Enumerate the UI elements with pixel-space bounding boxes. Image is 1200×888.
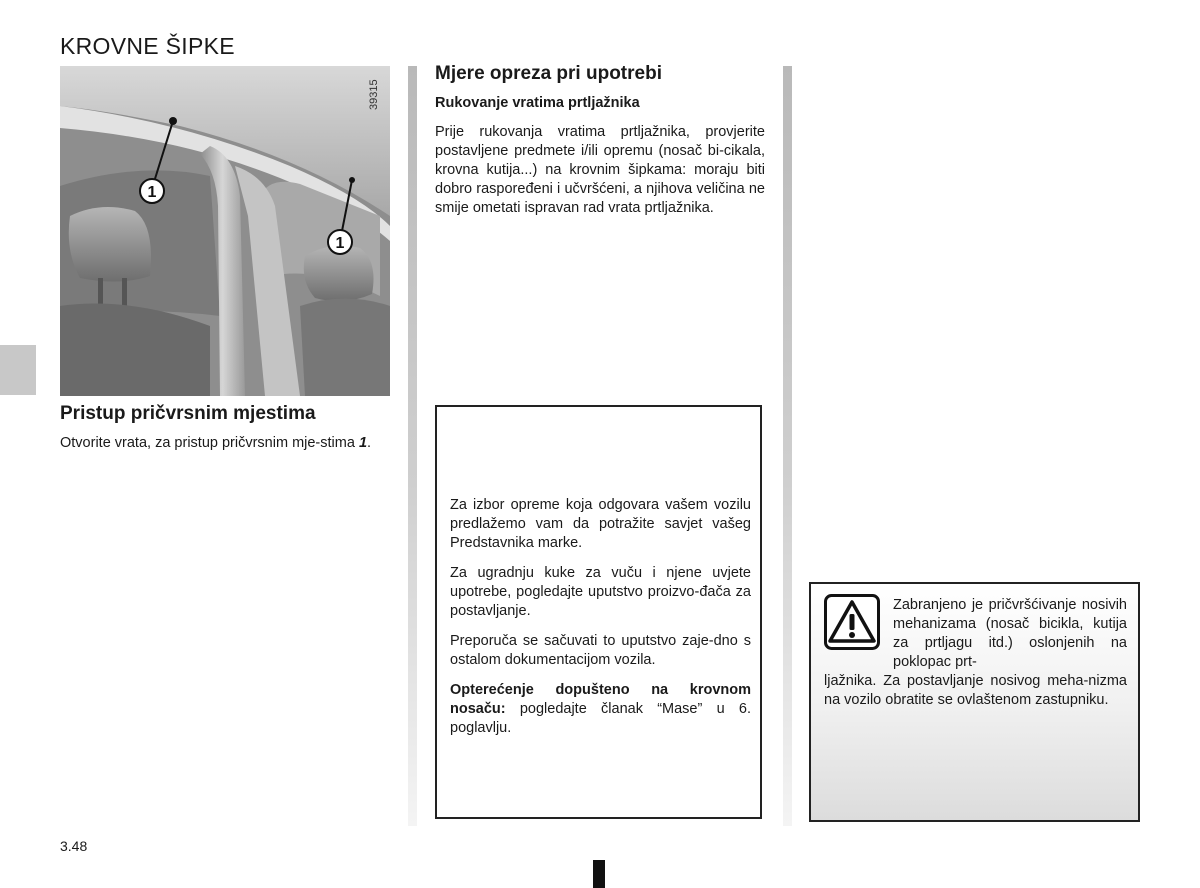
info-paragraph-1: Za izbor opreme koja odgovara vašem vozilu predlažemo vam da potražite savjet vašeg Predstavnika marke. (450, 497, 751, 551)
chapter-side-tab (0, 345, 36, 395)
column-divider-right (783, 66, 792, 826)
info-box (435, 405, 762, 819)
info-paragraph-4 (450, 681, 751, 738)
callout-label-2: 1 (335, 235, 345, 252)
pristup-paragraph (60, 434, 390, 453)
rukovanje-paragraph: Prije rukovanja vratima prtljažnika, provjerite postavljene predmete i/ili opremu (nosač bi-cikala, krovna kutija...) na krovnim šipkama: moraju biti dobro raspoređeni i učvršćeni, a njihova veličina ne smije ometati ispravan rad vrata prtljažnika. (435, 124, 765, 216)
info-paragraph-2: Za ugradnju kuke za vuču i njene uvjete upotrebe, pogledajte uputstvo proizvo-đača za postavljanje. (450, 565, 751, 619)
pristup-text: Otvorite vrata, za pristup pričvrsnim mje-stima (60, 435, 359, 451)
page-number: 3.48 (60, 838, 88, 854)
section-heading-pristup: Pristup pričvrsnim mjestima (60, 403, 316, 424)
headrest-post-1 (98, 278, 103, 308)
figure-code: 39315 (368, 79, 380, 110)
info-load-text: pogledajte članak “Mase” u 6. poglavlju. (450, 701, 751, 736)
headrest-post-2 (122, 278, 127, 308)
warning-triangle-icon (824, 594, 880, 650)
pristup-text-end: . (367, 435, 372, 451)
pristup-reference: 1 (358, 435, 368, 451)
warning-text-bottom: ljažnika. Za postavljanje nosivog meha-nizma na vozilo obratite se ovlaštenom zastupniku. (824, 673, 1127, 708)
front-headrest (69, 207, 151, 282)
car-interior-illustration (60, 66, 390, 396)
car-interior-figure (60, 66, 390, 396)
warning-text-top: Zabranjeno je pričvršćivanje nosivih mehanizama (nosač bicikla, kutija za prtljagu itd.) oslonjenih na poklopac prt- (893, 597, 1127, 670)
section-heading-mjere: Mjere opreza pri upotrebi (435, 63, 662, 84)
info-load-label: Opterećenje dopušteno na krovnom nosaču: (450, 682, 751, 717)
column-divider-left (408, 66, 417, 826)
rear-seat (300, 299, 390, 397)
crop-mark (593, 860, 605, 888)
warning-box (809, 582, 1140, 822)
page-title: KROVNE ŠIPKE (60, 33, 235, 60)
info-paragraph-3: Preporuča se sačuvati to uputstvo zaje-dno s ostalom dokumentacijom vozila. (450, 633, 751, 668)
callout-label-1: 1 (147, 184, 157, 201)
subheading-rukovanje: Rukovanje vratima prtljažnika (435, 95, 640, 111)
